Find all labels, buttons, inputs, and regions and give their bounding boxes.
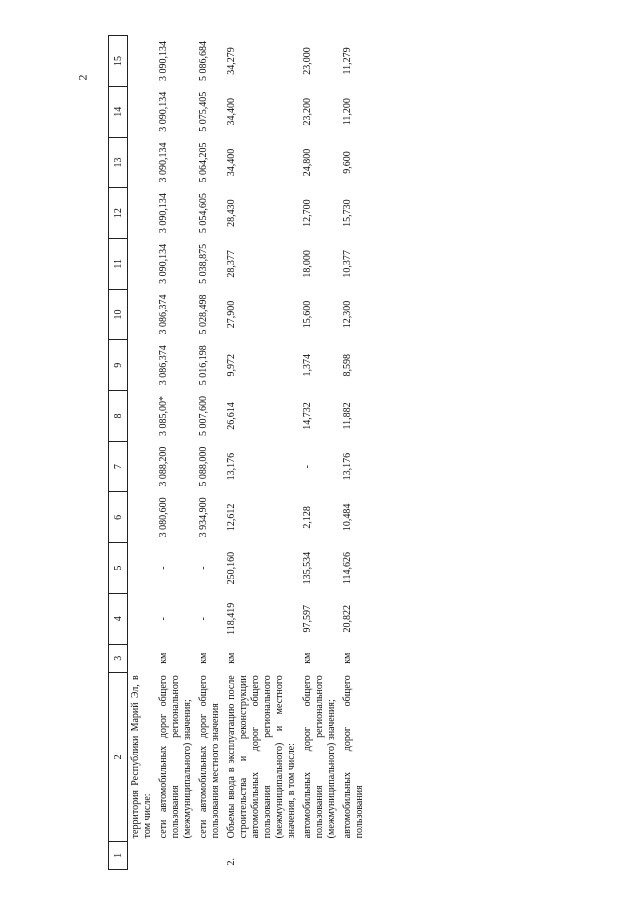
row-label: автомобильных дорог общего пользования регионального (межмуниципального) значения;: [302, 675, 337, 839]
value-cell: 10,484: [342, 503, 353, 532]
value-cell: 5 088,000: [198, 446, 209, 487]
row-unit: [128, 644, 157, 672]
value-cell: [128, 137, 157, 188]
value-cell: 3 086,374: [158, 294, 169, 335]
row-unit: км: [302, 652, 313, 664]
value-cell: 9,972: [226, 354, 237, 377]
row-label: сети автомобильных дорог общего пользования местного значения: [198, 675, 221, 839]
table-row: [300, 36, 340, 870]
value-cell: 23,000: [302, 47, 313, 75]
value-cell: [128, 543, 157, 594]
row-label: автомобильных дорог общего пользования: [342, 675, 365, 839]
column-header-4: 4: [109, 593, 128, 644]
column-header-7: 7: [109, 441, 128, 492]
value-cell: 3 086,374: [158, 345, 169, 386]
row-index: [340, 841, 368, 869]
value-cell: 5 054,605: [198, 193, 209, 234]
column-header-1: 1: [109, 841, 128, 869]
value-cell: -: [158, 566, 169, 570]
value-cell: 1,374: [302, 354, 313, 377]
value-cell: 3 085,00*: [158, 395, 169, 436]
value-cell: -: [198, 617, 209, 621]
table-row: [156, 36, 196, 870]
table-body: [128, 36, 369, 870]
value-cell: 26,614: [226, 402, 237, 430]
column-header-3: 3: [109, 644, 128, 672]
rotated-table-sheet: [108, 35, 603, 870]
value-cell: -: [302, 464, 313, 469]
row-unit: км: [198, 652, 209, 664]
value-cell: [128, 593, 157, 644]
value-cell: 3 090,134: [158, 243, 169, 284]
value-cell: [128, 86, 157, 137]
row-label: Объемы ввода в эксплуатацию после строительства и реконструкции автомобильных дорог общего пользования регионального (межмуниципального) и местного значения, в том числе:: [226, 675, 297, 839]
row-index: 2.: [226, 858, 237, 866]
table-row: [340, 36, 368, 870]
value-cell: 5 007,600: [198, 395, 209, 436]
value-cell: 3 090,134: [158, 142, 169, 183]
value-cell: 12,612: [226, 503, 237, 532]
value-cell: [128, 238, 157, 289]
value-cell: 3 080,600: [158, 497, 169, 538]
value-cell: 15,600: [302, 300, 313, 329]
value-cell: 14,732: [302, 402, 313, 430]
column-header-5: 5: [109, 543, 128, 594]
value-cell: -: [158, 617, 169, 621]
value-cell: 3 090,134: [158, 193, 169, 234]
data-table: [108, 35, 368, 870]
column-header-15: 15: [109, 36, 128, 87]
column-header-14: 14: [109, 86, 128, 137]
value-cell: 5 038,875: [198, 243, 209, 284]
value-cell: 5 064,205: [198, 142, 209, 183]
row-unit: км: [342, 652, 353, 664]
value-cell: [128, 441, 157, 492]
table-row: [128, 36, 157, 870]
value-cell: 10,377: [342, 250, 353, 278]
value-cell: 118,419: [226, 602, 237, 635]
row-unit: км: [226, 652, 237, 664]
row-index: [128, 841, 157, 869]
value-cell: 2,128: [302, 506, 313, 529]
value-cell: 97,597: [302, 605, 313, 633]
value-cell: 9,600: [342, 151, 353, 174]
column-header-12: 12: [109, 188, 128, 239]
row-index: [156, 841, 196, 869]
value-cell: [128, 36, 157, 87]
table-row: [224, 36, 300, 870]
row-index: [300, 841, 340, 869]
value-cell: -: [198, 566, 209, 570]
value-cell: 18,000: [302, 250, 313, 278]
value-cell: 11,279: [342, 47, 353, 75]
page-number: 2: [75, 74, 90, 81]
column-header-8: 8: [109, 391, 128, 442]
value-cell: 5 016,198: [198, 345, 209, 386]
value-cell: 8,598: [342, 354, 353, 377]
value-cell: 5 028,498: [198, 294, 209, 335]
value-cell: 12,700: [302, 199, 313, 227]
value-cell: 28,377: [226, 250, 237, 278]
value-cell: 3 934,900: [198, 497, 209, 538]
value-cell: 34,400: [226, 148, 237, 177]
value-cell: 11,882: [342, 402, 353, 430]
value-cell: [128, 289, 157, 340]
value-cell: [128, 188, 157, 239]
column-header-10: 10: [109, 289, 128, 340]
value-cell: 20,822: [342, 605, 353, 633]
value-cell: 5 075,405: [198, 91, 209, 132]
value-cell: [128, 340, 157, 391]
value-cell: 3 088,200: [158, 446, 169, 487]
column-header-9: 9: [109, 340, 128, 391]
value-cell: 34,400: [226, 97, 237, 126]
column-header-13: 13: [109, 137, 128, 188]
value-cell: 250,160: [226, 551, 237, 585]
value-cell: 27,900: [226, 300, 237, 329]
value-cell: 24,800: [302, 148, 313, 177]
value-cell: 11,200: [342, 98, 353, 126]
table-row: [196, 36, 224, 870]
column-header-6: 6: [109, 492, 128, 543]
value-cell: [128, 492, 157, 543]
value-cell: [128, 391, 157, 442]
row-unit: км: [158, 652, 169, 664]
value-cell: 13,176: [342, 452, 353, 481]
value-cell: 23,200: [302, 97, 313, 126]
value-cell: 3 090,134: [158, 91, 169, 132]
row-label: территория Республики Марий Эл, в том числе:: [130, 675, 153, 839]
value-cell: 3 090,134: [158, 40, 169, 81]
column-header-11: 11: [109, 238, 128, 289]
value-cell: 5 086,684: [198, 40, 209, 81]
value-cell: 15,730: [342, 199, 353, 227]
value-cell: 28,430: [226, 199, 237, 227]
column-header-2: 2: [109, 672, 128, 841]
header-row: [109, 36, 128, 870]
row-label: сети автомобильных дорог общего пользования регионального (межмуниципального) значения;: [158, 675, 193, 839]
value-cell: 114,626: [342, 551, 353, 585]
row-index: [196, 841, 224, 869]
value-cell: 12,300: [342, 300, 353, 329]
value-cell: 135,534: [302, 551, 313, 585]
value-cell: 13,176: [226, 452, 237, 481]
value-cell: 34,279: [226, 47, 237, 75]
